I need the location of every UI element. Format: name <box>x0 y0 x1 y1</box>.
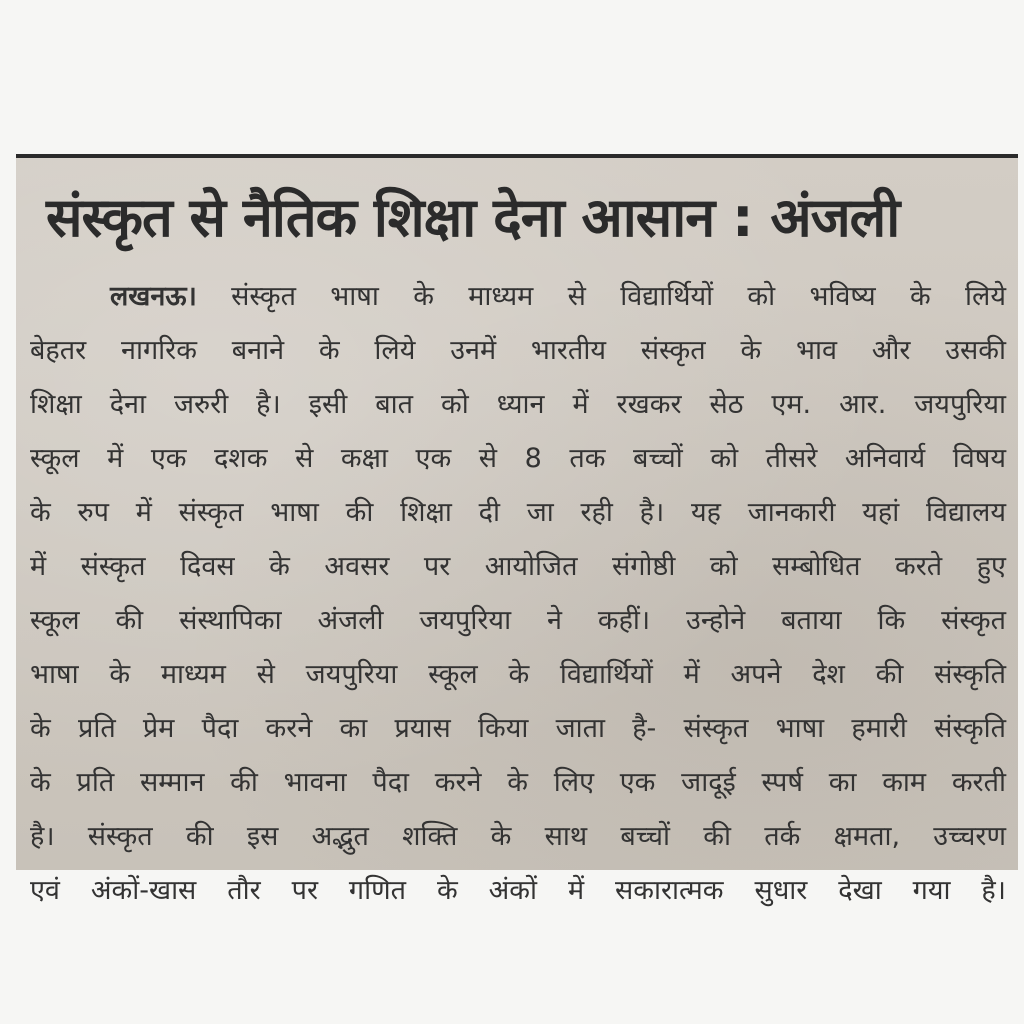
article-line: में संस्कृत दिवस के अवसर पर आयोजित संगोष्ठी को सम्बोधित करते हुए <box>30 551 1006 582</box>
article-line: स्कूल की संस्थापिका अंजली जयपुरिया ने कहीं। उन्होने बताया कि संस्कृत <box>30 605 1006 636</box>
headline: संस्कृत से नैतिक शिक्षा देना आसान : अंजली <box>46 186 900 249</box>
article-line: एवं अंकों-खास तौर पर गणित के अंकों में सकारात्मक सुधार देखा गया है। <box>30 875 1006 906</box>
article-line: बेहतर नागरिक बनाने के लिये उनमें भारतीय संस्कृत के भाव और उसकी <box>30 335 1006 366</box>
article-line: शिक्षा देना जरुरी है। इसी बात को ध्यान में रखकर सेठ एम. आर. जयपुरिया <box>30 389 1006 420</box>
article-line: भाषा के माध्यम से जयपुरिया स्कूल के विद्यार्थियों में अपने देश की संस्कृति <box>30 659 1006 690</box>
article-line: स्कूल में एक दशक से कक्षा एक से 8 तक बच्चों को तीसरे अनिवार्य विषय <box>30 443 1006 474</box>
article-line: के रुप में संस्कृत भाषा की शिक्षा दी जा रही है। यह जानकारी यहां विद्यालय <box>30 497 1006 528</box>
newspaper-clipping <box>16 154 1018 906</box>
article-line: लखनऊ। संस्कृत भाषा के माध्यम से विद्यार्थियों को भविष्य के लिये <box>110 281 1006 312</box>
article-line: के प्रति प्रेम पैदा करने का प्रयास किया जाता है- संस्कृत भाषा हमारी संस्कृति <box>30 713 1006 744</box>
dateline: लखनऊ। <box>110 281 197 312</box>
article-line: है। संस्कृत की इस अद्भुत शक्ति के साथ बच्चों की तर्क क्षमता, उच्चरण <box>30 821 1006 852</box>
article-body <box>30 270 1006 918</box>
article-line: के प्रति सम्मान की भावना पैदा करने के लिए एक जादूई स्पर्ष का काम करती <box>30 767 1006 798</box>
